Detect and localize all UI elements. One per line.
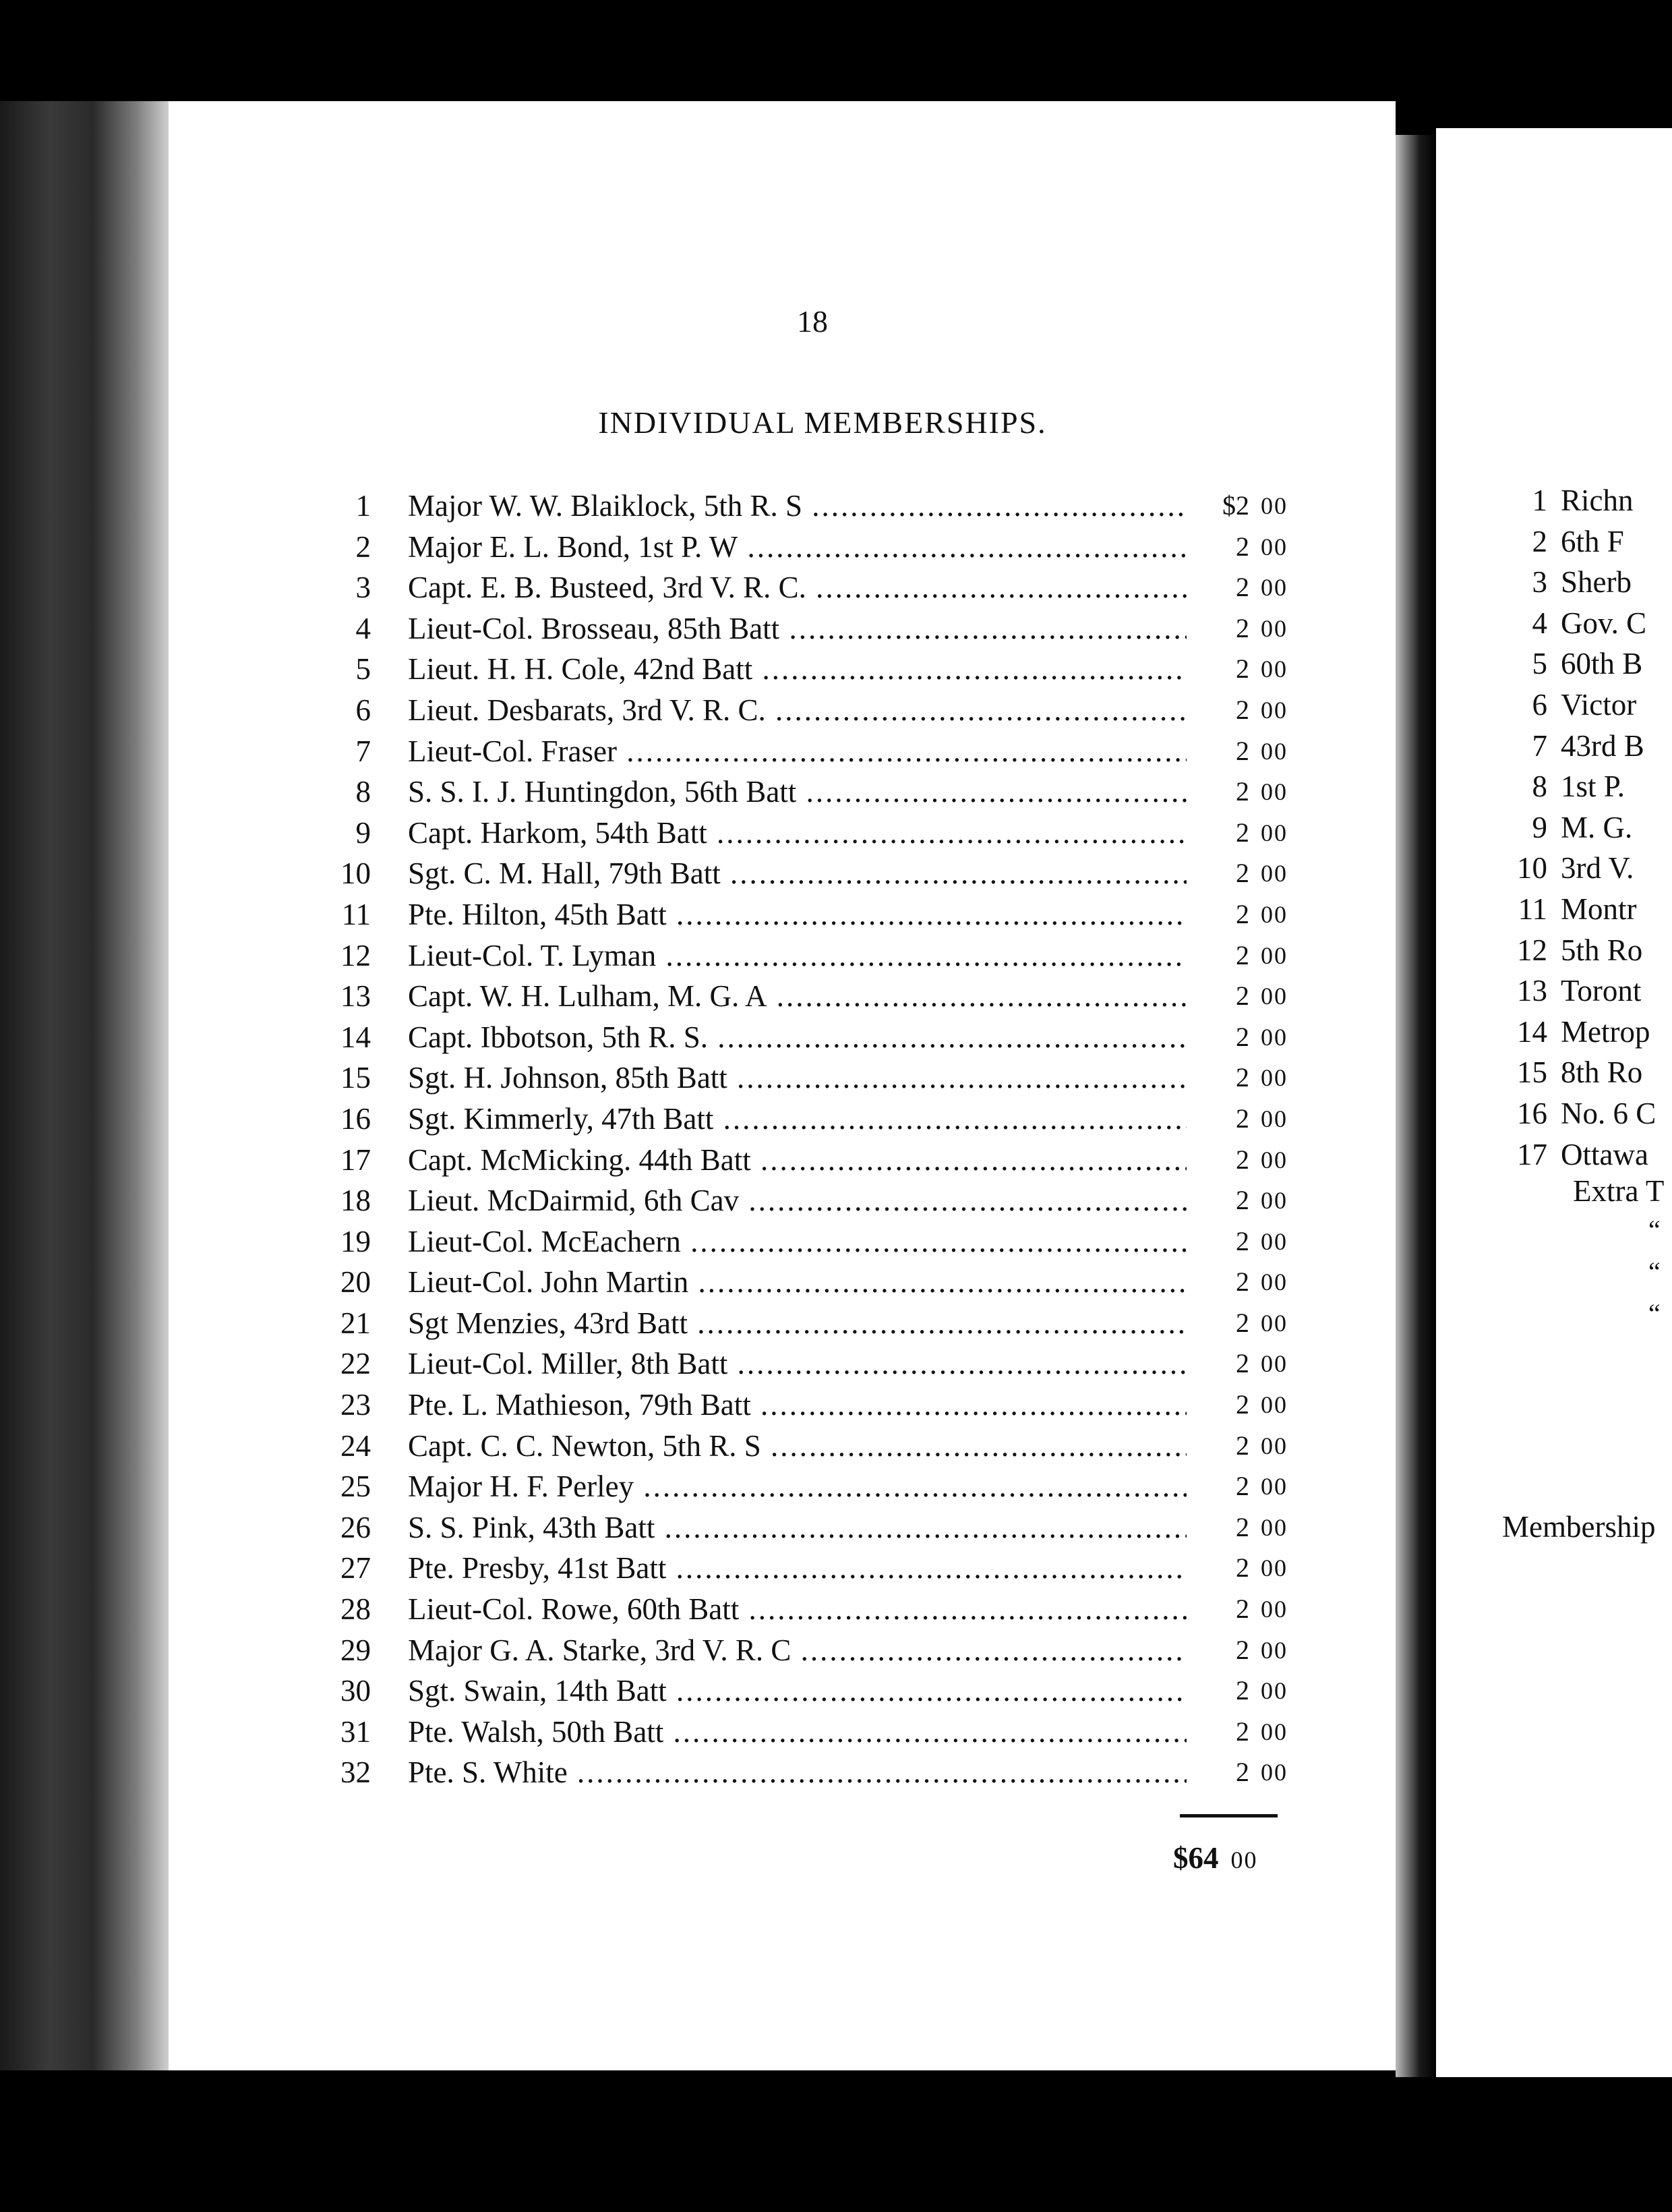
right-entry-number: 10: [1517, 851, 1547, 885]
membership-row: [310, 690, 1321, 731]
entry-cents: 00: [1261, 1187, 1288, 1215]
entry-name: Lieut-Col. T. Lyman .....: [408, 935, 1187, 977]
entry-dollars: 2: [1236, 1307, 1249, 1338]
entry-name: Sgt. Swain, 14th Batt .....: [408, 1670, 1187, 1712]
entry-cents: 00: [1261, 1350, 1288, 1378]
entry-cents: 00: [1261, 860, 1288, 887]
entry-number: 1: [355, 489, 371, 523]
ditto-mark: “: [1648, 1256, 1661, 1287]
right-entry-text: Gov. C: [1561, 606, 1647, 640]
entry-number: 27: [340, 1551, 371, 1585]
entry-number: 6: [355, 693, 371, 727]
entry-name: Lieut-Col. Fraser .....: [408, 731, 1187, 772]
entry-dollars: 2: [1236, 776, 1249, 807]
right-extra-label: Extra T: [1573, 1174, 1665, 1208]
membership-row: [310, 1589, 1321, 1630]
entry-number: 10: [340, 856, 371, 891]
right-list-row: [1493, 930, 1672, 971]
membership-list: [310, 486, 1321, 1793]
entry-number: 21: [340, 1306, 371, 1340]
entry-dollars: 2: [1236, 1716, 1249, 1747]
entry-name: Sgt Menzies, 43rd Batt .....: [408, 1303, 1187, 1344]
entry-dollars: 2: [1236, 898, 1249, 929]
entry-number: 26: [340, 1510, 371, 1544]
right-entry-text: No. 6 C: [1561, 1096, 1656, 1130]
membership-row: [310, 853, 1321, 894]
right-list-row: [1493, 1093, 1672, 1134]
entry-number: 29: [340, 1633, 371, 1667]
membership-row: [310, 1466, 1321, 1507]
membership-row: [310, 1099, 1321, 1140]
entry-cents: 00: [1261, 778, 1288, 806]
membership-row: [310, 608, 1321, 649]
right-entry-text: 3rd V.: [1561, 851, 1634, 885]
right-entry-number: 9: [1532, 810, 1547, 844]
entry-dollars: 2: [1236, 1267, 1249, 1298]
entry-name: Sgt. Kimmerly, 47th Batt .....: [408, 1099, 1187, 1140]
membership-row: [310, 1303, 1321, 1344]
page-number: 18: [797, 304, 828, 339]
entry-number: 30: [340, 1674, 371, 1708]
entry-name: Capt. W. H. Lulham, M. G. A .....: [408, 976, 1187, 1017]
membership-row: [310, 486, 1321, 527]
right-entry-text: Sherb: [1561, 565, 1632, 600]
right-list-row: [1493, 766, 1672, 807]
entry-dollars: 2: [1236, 1430, 1249, 1461]
entry-name: Capt. E. B. Busteed, 3rd V. R. C. .....: [408, 567, 1187, 608]
membership-row: [310, 649, 1321, 690]
entry-number: 12: [340, 938, 371, 972]
entry-number: 25: [340, 1469, 371, 1504]
entry-cents: 00: [1261, 696, 1288, 724]
membership-row: [310, 772, 1321, 813]
entry-name: Pte. S. White .....: [408, 1752, 1187, 1793]
entry-dollars: 2: [1236, 1185, 1249, 1216]
right-list-row: [1493, 562, 1672, 603]
entry-name: Sgt. C. M. Hall, 79th Batt .....: [408, 853, 1187, 894]
entry-name: Major E. L. Bond, 1st P. W .....: [408, 527, 1187, 568]
entry-number: 8: [355, 775, 371, 809]
entry-number: 13: [340, 979, 371, 1014]
entry-cents: 00: [1261, 1269, 1288, 1296]
ditto-mark: “: [1648, 1298, 1661, 1329]
entry-name: Capt. C. C. Newton, 5th R. S .....: [408, 1426, 1187, 1467]
section-title: INDIVIDUAL MEMBERSHIPS.: [598, 405, 1047, 440]
right-entry-text: 43rd B: [1561, 728, 1644, 763]
entry-cents: 00: [1261, 1146, 1288, 1173]
entry-dollars: 2: [1236, 694, 1249, 725]
entry-number: 23: [340, 1388, 371, 1422]
right-entry-number: 6: [1532, 687, 1547, 722]
entry-dollars: 2: [1236, 1594, 1249, 1625]
membership-row: [310, 1140, 1321, 1181]
entry-number: 28: [340, 1592, 371, 1627]
membership-row: [310, 731, 1321, 772]
membership-row: [310, 1548, 1321, 1589]
entry-number: 11: [341, 897, 371, 931]
right-list-row: [1493, 726, 1672, 767]
total-rule: [1180, 1814, 1278, 1817]
entry-dollars: 2: [1236, 1021, 1249, 1052]
entry-name: Pte. Presby, 41st Batt .....: [408, 1548, 1187, 1589]
membership-row: [310, 1385, 1321, 1426]
entry-cents: 00: [1261, 656, 1288, 683]
entry-number: 5: [355, 652, 371, 687]
entry-number: 18: [340, 1184, 371, 1218]
entry-dollars: 2: [1236, 612, 1249, 643]
entry-number: 15: [340, 1061, 371, 1095]
membership-row: [310, 935, 1321, 977]
entry-number: 24: [340, 1428, 371, 1463]
right-entry-text: Victor: [1561, 687, 1637, 722]
entry-cents: 00: [1261, 1064, 1288, 1092]
entry-name: Lieut-Col. John Martin .....: [408, 1262, 1187, 1303]
entry-name: Capt. Harkom, 54th Batt .....: [408, 813, 1187, 854]
entry-dollars: 2: [1236, 735, 1249, 766]
entry-cents: 00: [1261, 1636, 1288, 1664]
membership-row: [310, 1017, 1321, 1058]
entry-dollars: 2: [1236, 1552, 1249, 1583]
membership-row: [310, 1221, 1321, 1262]
entry-dollars: 2: [1236, 939, 1249, 970]
entry-cents: 00: [1261, 614, 1288, 642]
right-list-row: [1493, 685, 1672, 726]
total-dollars: $64: [1173, 1841, 1219, 1875]
right-list-row: [1493, 643, 1672, 685]
entry-dollars: 2: [1236, 1389, 1249, 1420]
right-entry-number: 16: [1517, 1096, 1547, 1130]
entry-name: Major G. A. Starke, 3rd V. R. C .....: [408, 1630, 1187, 1671]
membership-row: [310, 1752, 1321, 1793]
entry-number: 9: [355, 815, 371, 850]
entry-cents: 00: [1261, 1554, 1288, 1582]
right-entry-number: 14: [1517, 1014, 1547, 1049]
right-entry-text: 8th Ro: [1561, 1055, 1643, 1090]
entry-number: 31: [340, 1714, 371, 1749]
right-footer-fragment: Membership: [1502, 1510, 1656, 1544]
entry-dollars: 2: [1236, 1348, 1249, 1379]
entry-cents: 00: [1261, 1105, 1288, 1132]
right-entry-number: 5: [1532, 647, 1547, 681]
entry-name: Capt. Ibbotson, 5th R. S. .....: [408, 1017, 1187, 1058]
entry-name: Lieut. McDairmid, 6th Cav .....: [408, 1180, 1187, 1221]
total-cents: 00: [1230, 1846, 1258, 1873]
entry-number: 20: [340, 1265, 371, 1300]
entry-dollars: 2: [1236, 531, 1249, 562]
membership-row: [310, 1712, 1321, 1753]
entry-cents: 00: [1261, 1309, 1288, 1337]
entry-cents: 00: [1261, 1023, 1288, 1051]
entry-dollars: $2: [1222, 490, 1249, 521]
right-entry-number: 15: [1517, 1055, 1547, 1090]
right-list-row: [1493, 848, 1672, 889]
entry-cents: 00: [1261, 941, 1288, 969]
entry-cents: 00: [1261, 1513, 1288, 1541]
entry-cents: 00: [1261, 1391, 1288, 1419]
membership-row: [310, 1180, 1321, 1221]
entry-number: 4: [355, 611, 371, 645]
entry-cents: 00: [1261, 819, 1288, 846]
membership-row: [310, 1670, 1321, 1712]
right-list-row: [1493, 807, 1672, 848]
entry-name: Lieut-Col. Rowe, 60th Batt .....: [408, 1589, 1187, 1630]
membership-row: [310, 976, 1321, 1017]
entry-name: Sgt. H. Johnson, 85th Batt .....: [408, 1057, 1187, 1099]
entry-dollars: 2: [1236, 1511, 1249, 1542]
entry-name: Pte. Hilton, 45th Batt .....: [408, 894, 1187, 935]
right-entry-text: Toront: [1561, 974, 1642, 1008]
right-entry-number: 11: [1518, 892, 1547, 926]
right-entry-number: 2: [1532, 524, 1547, 558]
membership-row: [310, 1343, 1321, 1385]
right-entry-text: 6th F: [1561, 524, 1624, 558]
entry-cents: 00: [1261, 1432, 1288, 1459]
right-entry-number: 13: [1517, 974, 1547, 1008]
entry-name: Lieut-Col. Brosseau, 85th Batt .....: [408, 608, 1187, 649]
right-list-row: [1493, 1134, 1672, 1175]
entry-dollars: 2: [1236, 1062, 1249, 1093]
entry-dollars: 2: [1236, 1471, 1249, 1502]
right-list-row: [1493, 521, 1672, 562]
right-entry-text: 60th B: [1561, 647, 1643, 681]
entry-cents: 00: [1261, 900, 1288, 928]
right-list-row: [1493, 480, 1672, 521]
book-gutter: [1396, 135, 1436, 2077]
entry-dollars: 2: [1236, 858, 1249, 889]
membership-row: [310, 567, 1321, 608]
right-entry-text: Richn: [1561, 484, 1634, 517]
right-list-row: [1493, 1052, 1672, 1093]
right-list-row: [1493, 889, 1672, 930]
ditto-mark: “: [1648, 1215, 1661, 1245]
entry-dollars: 2: [1236, 653, 1249, 685]
entry-cents: 00: [1261, 492, 1288, 519]
entry-cents: 00: [1261, 1677, 1288, 1705]
entry-number: 7: [355, 734, 371, 768]
membership-row: [310, 813, 1321, 854]
right-entry-text: 5th Ro: [1561, 933, 1643, 967]
entry-dollars: 2: [1236, 981, 1249, 1012]
entry-name: Major W. W. Blaiklock, 5th R. S .....: [408, 486, 1187, 527]
right-page-list: [1493, 480, 1672, 1175]
entry-number: 3: [355, 571, 371, 605]
right-entry-number: 17: [1517, 1137, 1547, 1171]
entry-cents: 00: [1261, 1718, 1288, 1745]
entry-dollars: 2: [1236, 817, 1249, 848]
total-row: [1173, 1834, 1308, 1882]
membership-row: [310, 1426, 1321, 1467]
entry-number: 2: [355, 529, 371, 564]
right-entry-number: 1: [1532, 484, 1547, 517]
entry-cents: 00: [1261, 1227, 1288, 1255]
right-entry-number: 8: [1532, 769, 1547, 804]
entry-name: Lieut. H. H. Cole, 42nd Batt .....: [408, 649, 1187, 690]
right-entry-text: 1st P.: [1561, 769, 1625, 804]
entry-name: Pte. Walsh, 50th Batt .....: [408, 1712, 1187, 1753]
membership-row: [310, 1507, 1321, 1548]
right-entry-text: M. G.: [1561, 810, 1633, 844]
entry-number: 22: [340, 1347, 371, 1381]
entry-dollars: 2: [1236, 1757, 1249, 1788]
entry-cents: 00: [1261, 574, 1288, 602]
entry-dollars: 2: [1236, 1225, 1249, 1256]
entry-number: 14: [340, 1020, 371, 1054]
right-list-row: [1493, 970, 1672, 1012]
membership-row: [310, 1262, 1321, 1303]
right-entry-number: 12: [1517, 933, 1547, 967]
entry-cents: 00: [1261, 1759, 1288, 1786]
entry-name: S. S. I. J. Huntingdon, 56th Batt .....: [408, 772, 1187, 813]
entry-dollars: 2: [1236, 1634, 1249, 1665]
entry-cents: 00: [1261, 737, 1288, 765]
right-entry-number: 7: [1532, 728, 1547, 763]
entry-cents: 00: [1261, 1473, 1288, 1501]
entry-name: Lieut-Col. McEachern .....: [408, 1221, 1187, 1262]
entry-cents: 00: [1261, 983, 1288, 1010]
entry-number: 17: [340, 1142, 371, 1177]
entry-name: Lieut. Desbarats, 3rd V. R. C. .....: [408, 690, 1187, 731]
right-entry-text: Metrop: [1561, 1014, 1650, 1049]
right-entry-number: 3: [1532, 565, 1547, 600]
entry-cents: 00: [1261, 533, 1288, 560]
entry-dollars: 2: [1236, 572, 1249, 603]
entry-dollars: 2: [1236, 1144, 1249, 1175]
book-page-edges: [0, 101, 169, 2070]
membership-row: [310, 894, 1321, 935]
entry-cents: 00: [1261, 1596, 1288, 1623]
right-entry-number: 4: [1532, 606, 1547, 640]
entry-name: Major H. F. Perley .....: [408, 1466, 1187, 1507]
entry-name: Lieut-Col. Miller, 8th Batt .....: [408, 1343, 1187, 1385]
entry-number: 19: [340, 1224, 371, 1258]
entry-dollars: 2: [1236, 1675, 1249, 1706]
membership-row: [310, 1057, 1321, 1099]
right-entry-text: Montr: [1561, 892, 1637, 926]
right-list-row: [1493, 603, 1672, 644]
entry-name: S. S. Pink, 43th Batt .....: [408, 1507, 1187, 1548]
membership-row: [310, 1630, 1321, 1671]
entry-name: Capt. McMicking. 44th Batt .....: [408, 1140, 1187, 1181]
entry-dollars: 2: [1236, 1103, 1249, 1134]
entry-name: Pte. L. Mathieson, 79th Batt .....: [408, 1385, 1187, 1426]
entry-number: 32: [340, 1755, 371, 1790]
right-list-row: [1493, 1012, 1672, 1053]
membership-row: [310, 527, 1321, 568]
entry-number: 16: [340, 1101, 371, 1136]
right-entry-text: Ottawa: [1561, 1137, 1648, 1171]
